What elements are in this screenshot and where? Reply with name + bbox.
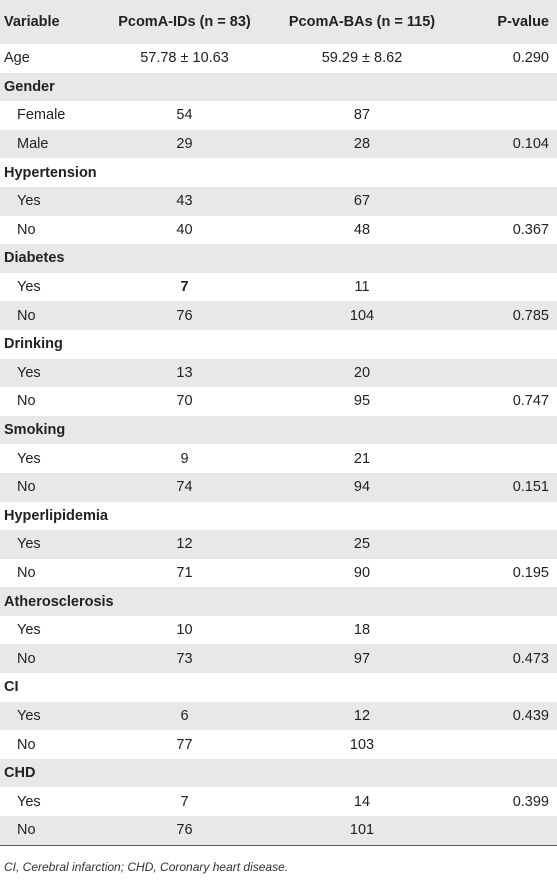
ids-value: 10	[176, 622, 193, 639]
bas-value: 101	[349, 822, 375, 839]
bas-value: 12	[353, 707, 371, 724]
p-value: 0.104	[512, 136, 549, 153]
table-row	[0, 730, 557, 759]
table-row	[0, 216, 557, 245]
row-label: Yes	[17, 279, 41, 296]
ids-value: 76	[176, 822, 193, 839]
ids-value: 9	[180, 450, 189, 467]
row-label: Yes	[17, 364, 41, 381]
p-value: 0.151	[512, 479, 549, 496]
group-label: Hyperlipidemia	[4, 507, 108, 524]
p-value	[467, 101, 557, 130]
group-row	[0, 416, 557, 445]
row-label: Male	[17, 136, 49, 153]
table-row	[0, 387, 557, 416]
row-label: Yes	[17, 793, 41, 810]
row-label: No	[17, 307, 36, 324]
row-label: No	[17, 393, 36, 410]
ids-value: 74	[176, 479, 193, 496]
row-label: Age	[4, 50, 30, 67]
p-value: 0.785	[512, 307, 549, 324]
group-row	[0, 759, 557, 788]
p-value	[467, 273, 557, 302]
table-row	[0, 616, 557, 645]
p-value: 0.399	[512, 793, 549, 810]
row-label: No	[17, 564, 36, 581]
table-row	[0, 301, 557, 330]
ids-value: 13	[176, 364, 193, 381]
p-value	[467, 616, 557, 645]
p-value	[467, 730, 557, 759]
bas-value: 25	[353, 536, 371, 553]
group-label: CI	[4, 679, 19, 696]
ids-value: 43	[176, 193, 193, 210]
p-value	[467, 444, 557, 473]
ids-value: 40	[176, 221, 193, 238]
row-label: Female	[17, 107, 66, 124]
table-row	[0, 44, 557, 73]
bas-value: 21	[353, 450, 371, 467]
p-value: 0.439	[512, 707, 549, 724]
bas-value: 11	[354, 279, 370, 296]
p-value: 0.747	[512, 393, 549, 410]
row-label: Yes	[17, 193, 41, 210]
p-value: 0.290	[512, 50, 549, 67]
row-label: No	[17, 736, 36, 753]
bas-value: 20	[353, 364, 371, 381]
ids-value: 7	[180, 793, 189, 810]
group-row	[0, 330, 557, 359]
table-row	[0, 473, 557, 502]
group-row	[0, 73, 557, 102]
table-body	[0, 44, 557, 845]
table-row	[0, 444, 557, 473]
row-label: No	[17, 650, 36, 667]
bas-value: 87	[353, 107, 371, 124]
group-label: Atherosclerosis	[4, 593, 114, 610]
header-ids: PcomA-IDs (n = 83)	[118, 14, 251, 30]
header-row	[0, 0, 557, 44]
ids-value: 77	[176, 736, 193, 753]
table-row	[0, 187, 557, 216]
group-label: Gender	[4, 78, 55, 95]
p-value	[467, 359, 557, 388]
group-row	[0, 502, 557, 531]
p-value: 0.367	[512, 221, 549, 238]
bas-value: 59.29 ± 8.62	[321, 50, 403, 67]
ids-value: 6	[180, 707, 189, 724]
ids-value: 73	[176, 650, 193, 667]
p-value: 0.195	[512, 564, 549, 581]
table-row	[0, 359, 557, 388]
group-label: Smoking	[4, 422, 66, 439]
table-header	[0, 0, 557, 44]
bas-value: 95	[353, 393, 371, 410]
bas-value: 18	[353, 622, 371, 639]
group-label: Drinking	[4, 336, 63, 353]
table-row	[0, 644, 557, 673]
group-label: Hypertension	[4, 164, 97, 181]
bas-value: 97	[353, 650, 371, 667]
group-label: Diabetes	[4, 250, 65, 267]
p-value	[467, 816, 557, 845]
group-row	[0, 244, 557, 273]
row-label: Yes	[17, 622, 41, 639]
row-label: Yes	[17, 536, 41, 553]
table-row	[0, 559, 557, 588]
ids-value: 57.78 ± 10.63	[140, 50, 229, 67]
table-row	[0, 702, 557, 731]
group-row	[0, 158, 557, 187]
table-footnote: CI, Cerebral infarction; CHD, Coronary heart disease.	[4, 859, 289, 874]
row-label: No	[17, 822, 36, 839]
p-value	[467, 187, 557, 216]
header-variable: Variable	[4, 14, 60, 30]
ids-value: 12	[176, 536, 193, 553]
table-row	[0, 530, 557, 559]
table-row	[0, 130, 557, 159]
ids-value: 70	[176, 393, 193, 410]
group-row	[0, 673, 557, 702]
p-value: 0.473	[512, 650, 549, 667]
table-row	[0, 101, 557, 130]
ids-value: 76	[176, 307, 193, 324]
bas-value: 28	[353, 136, 371, 153]
ids-value: 7	[180, 279, 189, 296]
bas-value: 48	[353, 221, 371, 238]
ids-value: 71	[176, 564, 193, 581]
row-label: Yes	[17, 707, 41, 724]
p-value	[467, 530, 557, 559]
header-pvalue: P-value	[497, 14, 549, 30]
ids-value: 54	[176, 107, 193, 124]
bas-value: 94	[353, 479, 371, 496]
bas-value: 103	[349, 736, 375, 753]
group-row	[0, 587, 557, 616]
table-row	[0, 816, 557, 845]
table-row	[0, 273, 557, 302]
bas-value: 67	[353, 193, 371, 210]
bas-value: 104	[349, 307, 375, 324]
table-row	[0, 787, 557, 816]
bas-value: 14	[353, 793, 371, 810]
row-label: Yes	[17, 450, 41, 467]
bas-value: 90	[353, 564, 371, 581]
header-bas: PcomA-BAs (n = 115)	[288, 14, 436, 30]
ids-value: 29	[176, 136, 193, 153]
row-label: No	[17, 221, 36, 238]
row-label: No	[17, 479, 36, 496]
group-label: CHD	[4, 765, 36, 782]
